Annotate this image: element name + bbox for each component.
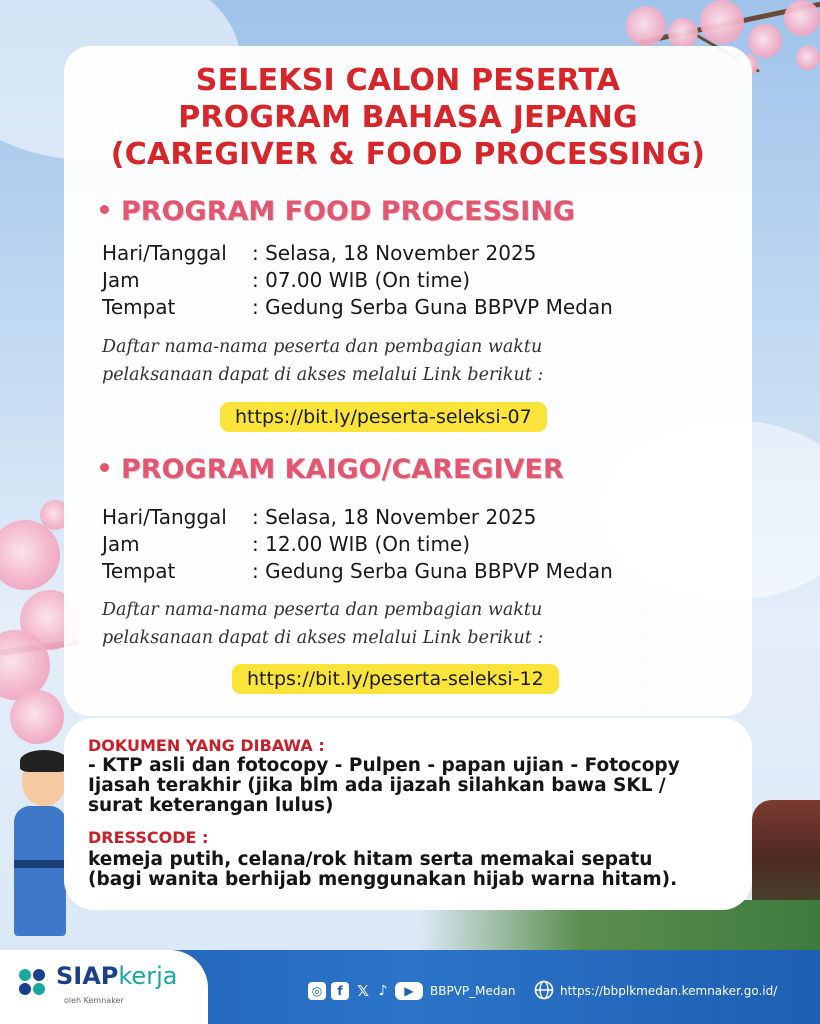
x-icon[interactable]: 𝕏: [356, 982, 370, 1000]
dresscode-line-2: (bagi wanita berhijab menggunakan hijab warna hitam).: [88, 869, 678, 890]
program-heading-text: PROGRAM FOOD PROCESSING: [121, 196, 576, 227]
place-label: Tempat: [102, 295, 176, 319]
youtube-icon[interactable]: ▶: [395, 982, 423, 1000]
day-label: Hari/Tanggal: [102, 505, 227, 529]
program-food-processing-details: [102, 240, 613, 321]
note-line-1: Daftar nama-nama peserta dan pembagian waktu: [102, 337, 543, 357]
documents-list: [88, 756, 738, 816]
website-link[interactable]: https://bbplkmedan.kemnaker.go.id/: [560, 984, 778, 998]
program-heading-text: PROGRAM KAIGO/CAREGIVER: [121, 454, 564, 485]
note-line-1: Daftar nama-nama peserta dan pembagian waktu: [102, 600, 543, 620]
bullet-icon: [100, 463, 109, 472]
time-value: : 07.00 WIB (On time): [252, 268, 471, 292]
social-handle[interactable]: BBPVP_Medan: [430, 984, 516, 998]
documents-line-2: Ijasah terakhir (jika blm ada ijazah silahkan bawa SKL /: [88, 775, 666, 796]
link-peserta-seleksi-07[interactable]: https://bit.ly/peserta-seleksi-07: [220, 402, 547, 432]
dresscode-text: [88, 850, 738, 890]
logo-light: kerja: [118, 962, 178, 990]
place-value: : Gedung Serba Guna BBPVP Medan: [252, 295, 613, 319]
logo-subtitle: oleh Kemnaker: [64, 996, 124, 1005]
place-label: Tempat: [102, 559, 176, 583]
dresscode-line-1: kemeja putih, celana/rok hitam serta memakai sepatu: [88, 849, 653, 870]
instagram-icon[interactable]: ◎: [308, 982, 326, 1000]
note-line-2: pelaksanaan dapat di akses melalui Link berikut :: [102, 628, 544, 648]
program-food-processing-heading: [100, 196, 575, 227]
link-peserta-seleksi-12[interactable]: https://bit.ly/peserta-seleksi-12: [232, 664, 559, 694]
day-value: : Selasa, 18 November 2025: [252, 241, 537, 265]
siapkerja-logo: [56, 962, 177, 990]
logo-bold: SIAP: [56, 962, 119, 990]
tiktok-icon[interactable]: ♪: [378, 983, 388, 999]
documents-heading: DOKUMEN YANG DIBAWA :: [88, 736, 325, 755]
time-label: Jam: [102, 532, 140, 556]
siapkerja-logo-icon: [16, 966, 48, 998]
day-value: : Selasa, 18 November 2025: [252, 505, 537, 529]
bullet-icon: [100, 205, 109, 214]
time-value: : 12.00 WIB (On time): [252, 532, 471, 556]
dresscode-heading: DRESSCODE :: [88, 828, 209, 847]
title-line-3: (CAREGIVER & FOOD PROCESSING): [110, 137, 706, 172]
title-line-1: SELEKSI CALON PESERTA: [195, 63, 621, 98]
program-food-processing-note: [102, 333, 662, 389]
documents-line-1: - KTP asli dan fotocopy - Pulpen - papan ujian - Fotocopy: [88, 755, 680, 776]
globe-icon: [534, 980, 554, 1000]
facebook-icon[interactable]: f: [331, 982, 349, 1000]
note-line-2: pelaksanaan dapat di akses melalui Link berikut :: [102, 365, 544, 385]
day-label: Hari/Tanggal: [102, 241, 227, 265]
program-kaigo-caregiver-details: [102, 504, 613, 585]
program-kaigo-caregiver-note: [102, 596, 662, 652]
time-label: Jam: [102, 268, 140, 292]
place-value: : Gedung Serba Guna BBPVP Medan: [252, 559, 613, 583]
program-kaigo-caregiver-heading: [100, 454, 564, 485]
page-title: [64, 62, 752, 173]
title-line-2: PROGRAM BAHASA JEPANG: [178, 100, 638, 135]
documents-line-3: surat keterangan lulus): [88, 795, 334, 816]
